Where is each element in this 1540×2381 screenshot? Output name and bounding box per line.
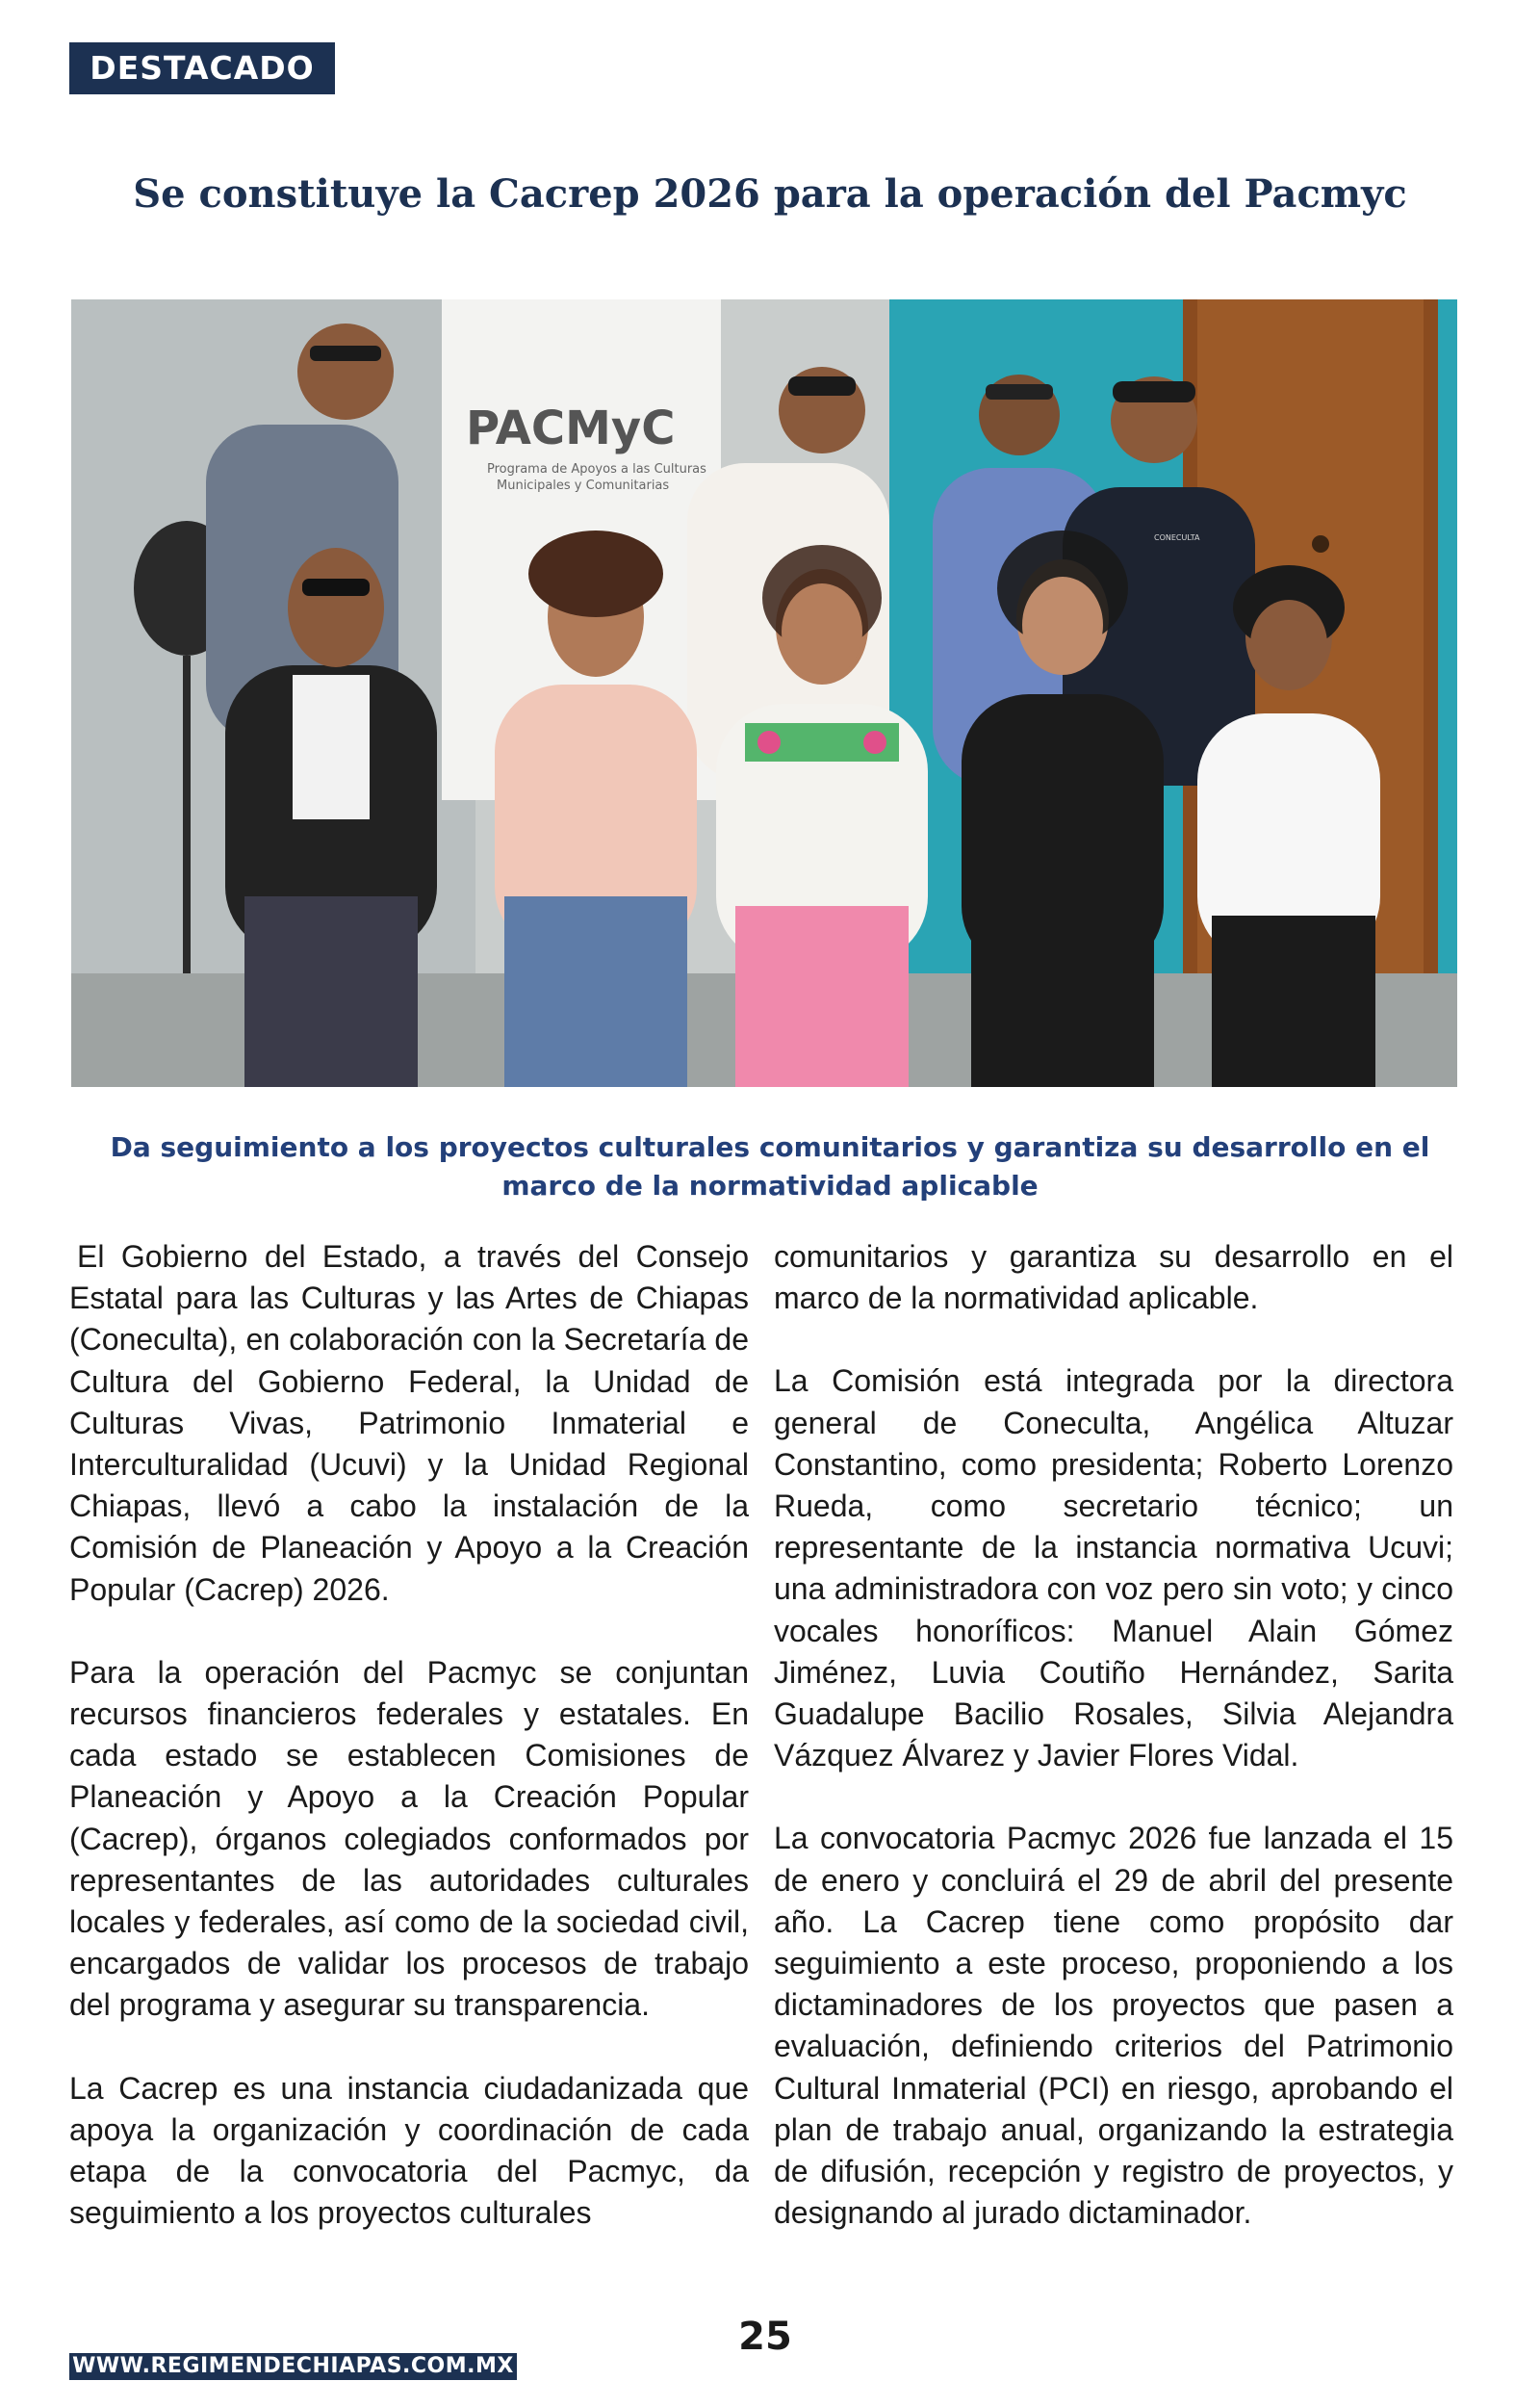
article-subheadline: Da seguimiento a los proyectos culturales comunitarios y garantiza su desarrollo en el marco de la normatividad aplicable [110, 1131, 1430, 1202]
section-label: DESTACADO [69, 42, 335, 94]
body-paragraph: comunitarios y garantiza su desarrollo en el marco de la normatividad aplicable. [774, 1239, 1453, 1316]
body-paragraph: La convocatoria Pacmyc 2026 fue lanzada el 15 de enero y concluirá el 29 de abril del presente año. La Cacrep tiene como propósito dar seguimiento a este proceso, proponiendo a los dictaminadores de los proyectos que pasen a evaluación, definiendo criterios del Patrimonio Cultural Inmaterial (PCI) en riesgo, aprobando el plan de trabajo anual, organizando la estrategia de difusión, recepción y registro de proyectos, y designando al jurado dictaminador. [774, 1821, 1453, 2231]
article-photo [71, 299, 1457, 1087]
footer-website[interactable]: WWW.REGIMENDECHIAPAS.COM.MX [69, 2353, 517, 2380]
banner-subtitle-2: Municipales y Comunitarias [497, 479, 670, 493]
shirt-logo: CONECULTA [1154, 533, 1200, 542]
banner-subtitle-1: Programa de Apoyos a las Culturas [487, 462, 706, 477]
article-headline: Se constituye la Cacrep 2026 para la operación del Pacmyc [133, 171, 1407, 217]
banner-title: PACMyC [466, 401, 676, 455]
body-paragraph: La Cacrep es una instancia ciudadanizada que apoya la organización y coordinación de cada etapa de la convocatoria del Pacmyc, da seguimiento a los proyectos culturales [69, 2070, 749, 2231]
body-paragraph: El Gobierno del Estado, a través del Consejo Estatal para las Culturas y las Artes de Chiapas (Coneculta), en colaboración con la Secretaría de Cultura del Gobierno Federal, la Unidad de Culturas Vivas, Patrimonio Inmaterial e Interculturalidad (Ucuvi) y la Unidad Regional Chiapas, llevó a cabo la instalación de la Comisión de Planeación y Apoyo a la Creación Popular (Cacrep) 2026. [69, 1239, 749, 1607]
body-column-left [69, 1236, 749, 2275]
page-number: 25 [738, 2315, 792, 2359]
body-paragraph: La Comisión está integrada por la directora general de Coneculta, Angélica Altuzar Constantino, como presidenta; Roberto Lorenzo Rueda, como secretario técnico; un representante de la instancia normativa Ucuvi; una administradora con voz pero sin voto; y cinco vocales honoríficos: Manuel Alain Gómez Jiménez, Luvia Coutiño Hernández, Sarita Guadalupe Bacilio Rosales, Silvia Alejandra Vázquez Álvarez y Javier Flores Vidal. [774, 1363, 1453, 1773]
body-paragraph: Para la operación del Pacmyc se conjuntan recursos financieros federales y estatales. En cada estado se establecen Comisiones de Planeación y Apoyo a la Creación Popular (Cacrep), órganos colegiados conformados por representantes de las autoridades culturales locales y federales, así como de la sociedad civil, encargados de validar los procesos de trabajo del programa y asegurar su transparencia. [69, 1654, 749, 2023]
body-column-right [774, 1236, 1453, 2275]
